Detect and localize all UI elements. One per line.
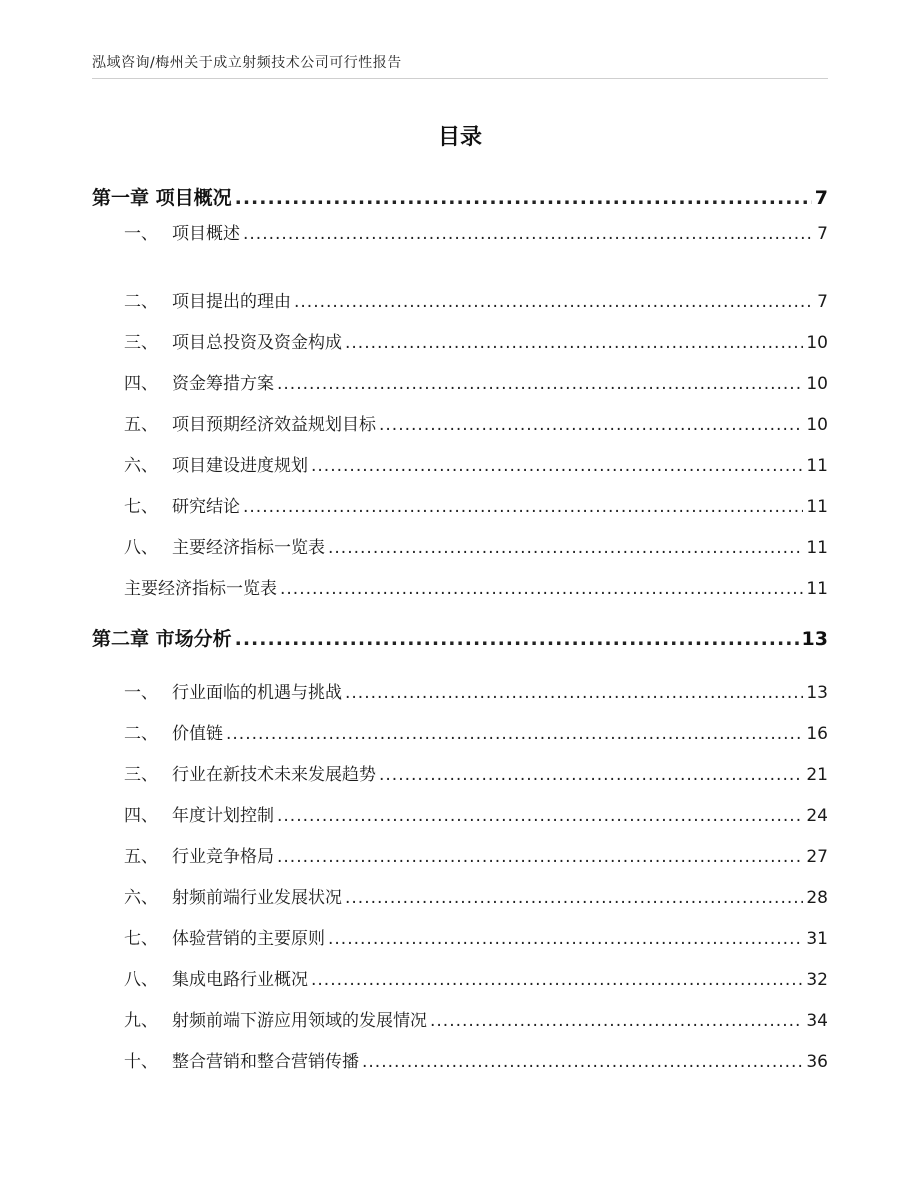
toc-entry-number: 六、: [124, 456, 158, 476]
toc-leader: [311, 970, 803, 990]
toc-entry-label: 研究结论: [172, 497, 240, 517]
toc-page-number: 24: [806, 806, 828, 826]
toc-leader: [328, 538, 803, 558]
toc-entry[interactable]: [124, 924, 828, 949]
toc-entry-label: 集成电路行业概况: [172, 970, 308, 990]
toc-page-number: 11: [806, 579, 828, 599]
toc-entry[interactable]: [124, 719, 828, 744]
toc-page-number: 11: [806, 456, 828, 476]
toc-entry-number: 三、: [124, 333, 158, 353]
toc-entry-label: 体验营销的主要原则: [172, 929, 325, 949]
toc-leader: [277, 847, 803, 867]
toc-entry-number: 五、: [124, 415, 158, 435]
toc-leader: [294, 292, 814, 312]
toc-entry[interactable]: [124, 883, 828, 908]
toc-entry[interactable]: [124, 1006, 828, 1031]
toc-leader: [280, 579, 803, 599]
toc-entry-label: 行业面临的机遇与挑战: [172, 683, 342, 703]
toc-entry-number: 九、: [124, 1011, 158, 1031]
toc-leader: [235, 628, 799, 650]
toc-entry-label: 项目提出的理由: [172, 292, 291, 312]
toc-entry-number: 十、: [124, 1052, 158, 1072]
toc-leader: [226, 724, 803, 744]
toc-leader: [430, 1011, 803, 1031]
toc-entry[interactable]: [124, 451, 828, 476]
toc-page-number: 11: [806, 538, 828, 558]
toc-entry-label: 主要经济指标一览表: [124, 579, 277, 599]
toc-entry-number: 一、: [124, 224, 158, 244]
toc-page-number: 13: [806, 683, 828, 703]
toc-leader: [235, 187, 812, 209]
toc-entry-number: 八、: [124, 538, 158, 558]
toc-page-number: 31: [806, 929, 828, 949]
toc-page-number: 7: [817, 292, 828, 312]
toc-page-number: 27: [806, 847, 828, 867]
toc-leader: [379, 415, 803, 435]
toc-entry-number: 三、: [124, 765, 158, 785]
toc-entry-label: 项目建设进度规划: [172, 456, 308, 476]
toc-entry[interactable]: [124, 492, 828, 517]
toc-page-number: 16: [806, 724, 828, 744]
toc-leader: [311, 456, 803, 476]
toc-page-number: 11: [806, 497, 828, 517]
toc-entry-label: 资金筹措方案: [172, 374, 274, 394]
toc-page-number: 32: [806, 970, 828, 990]
toc-leader: [243, 497, 803, 517]
toc-page-number: 7: [817, 224, 828, 244]
toc-entry[interactable]: [124, 328, 828, 353]
toc-page-number: 36: [806, 1052, 828, 1072]
toc-entry-label: 项目预期经济效益规划目标: [172, 415, 376, 435]
toc-entry[interactable]: [124, 760, 828, 785]
toc-page-number: 34: [806, 1011, 828, 1031]
toc-leader: [328, 929, 803, 949]
toc-entry-label: 年度计划控制: [172, 806, 274, 826]
toc-chapter-2[interactable]: [92, 624, 828, 651]
toc-entry-label: 主要经济指标一览表: [172, 538, 325, 558]
toc-entry[interactable]: [124, 369, 828, 394]
toc-entry[interactable]: [124, 219, 828, 244]
toc-page-number: 10: [806, 333, 828, 353]
toc-entry-label: 项目概述: [172, 224, 240, 244]
toc-leader: [345, 333, 803, 353]
toc-leader: [345, 888, 803, 908]
toc-entry-label: 行业竞争格局: [172, 847, 274, 867]
header-divider: [92, 78, 828, 79]
toc-entry[interactable]: [124, 965, 828, 990]
running-header: 泓域咨询/梅州关于成立射频技术公司可行性报告: [92, 55, 402, 71]
toc-chapter-label: 第一章 项目概况: [92, 187, 232, 209]
toc-entry[interactable]: [124, 410, 828, 435]
toc-leader: [277, 374, 803, 394]
toc-entry[interactable]: [124, 1047, 828, 1072]
toc-chapter-label: 第二章 市场分析: [92, 628, 232, 650]
toc-leader: [345, 683, 803, 703]
toc-entry[interactable]: [124, 287, 828, 312]
toc-leader: [362, 1052, 803, 1072]
toc-page-number: 28: [806, 888, 828, 908]
toc-page-number: 7: [814, 187, 828, 209]
toc-page-number: 21: [806, 765, 828, 785]
toc-entry-number: 四、: [124, 374, 158, 394]
toc-page-number: 10: [806, 374, 828, 394]
toc-entry-number: 五、: [124, 847, 158, 867]
toc-chapter-1[interactable]: [92, 183, 828, 210]
toc-entry-number: 七、: [124, 497, 158, 517]
toc-entry-label: 射频前端下游应用领域的发展情况: [172, 1011, 427, 1031]
toc-entry[interactable]: [124, 533, 828, 558]
toc-entry-label: 行业在新技术未来发展趋势: [172, 765, 376, 785]
toc-entry-number: 七、: [124, 929, 158, 949]
toc-entry-number: 二、: [124, 292, 158, 312]
toc-entry[interactable]: [124, 842, 828, 867]
toc-entry-label: 射频前端行业发展状况: [172, 888, 342, 908]
toc-entry-number: 六、: [124, 888, 158, 908]
toc-sub-entry[interactable]: [124, 574, 828, 599]
toc-entry-number: 八、: [124, 970, 158, 990]
toc-entry[interactable]: [124, 678, 828, 703]
toc-entry-number: 一、: [124, 683, 158, 703]
toc-page-number: 13: [801, 628, 828, 650]
toc-leader: [379, 765, 803, 785]
toc-entry-number: 四、: [124, 806, 158, 826]
toc-entry-label: 项目总投资及资金构成: [172, 333, 342, 353]
toc-page-number: 10: [806, 415, 828, 435]
toc-entry-label: 整合营销和整合营销传播: [172, 1052, 359, 1072]
toc-leader: [277, 806, 803, 826]
toc-entry-number: 二、: [124, 724, 158, 744]
toc-entry[interactable]: [124, 801, 828, 826]
toc-title: 目录: [437, 125, 482, 150]
toc-leader: [243, 224, 814, 244]
toc-entry-label: 价值链: [172, 724, 223, 744]
